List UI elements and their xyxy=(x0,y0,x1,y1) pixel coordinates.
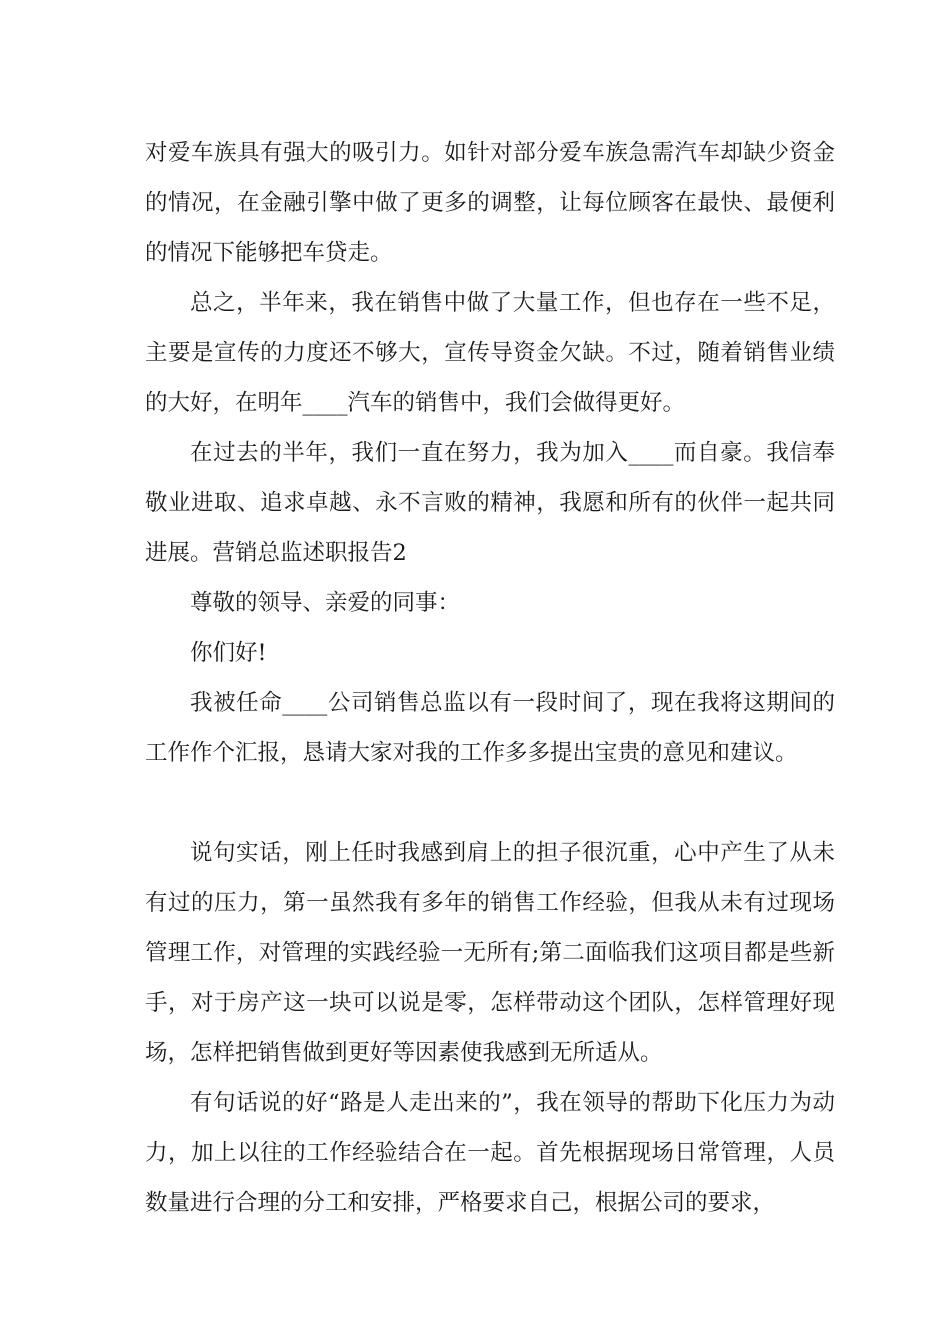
greeting: 你们好! xyxy=(190,640,267,666)
document-body xyxy=(145,128,835,1228)
paragraph-8: 有句话说的好“路是人走出来的”，我在领导的帮助下化压力为动力，加上以往的工作经验结合在一起。首先根据现场日常管理，人员数量进行合理的分工和安排，严格要求自己，根据公司的要求， xyxy=(145,1090,835,1216)
paragraph-6: 我被任命____公司销售总监以有一段时间了，现在我将这期间的工作作个汇报，恳请大家对我的工作多多提出宝贵的意见和建议。 xyxy=(145,690,835,766)
paragraph-2: 总之，半年来，我在销售中做了大量工作，但也存在一些不足，主要是宣传的力度还不够大，宣传导资金欠缺。不过，随着销售业绩的大好，在明年____汽车的销售中，我们会做得更好。 xyxy=(145,290,835,416)
paragraph-3: 在过去的半年，我们一直在努力，我为加入____而自豪。我信奉敬业进取、追求卓越、永不言败的精神，我愿和所有的伙伴一起共同进展。营销总监述职报告2 xyxy=(145,440,835,566)
blank-line xyxy=(145,778,835,828)
paragraph-7: 说句实话，刚上任时我感到肩上的担子很沉重，心中产生了从未有过的压力，第一虽然我有多年的销售工作经验，但我从未有过现场管理工作，对管理的实践经验一无所有;第二面临我们这项目都是些新手，对于房产这一块可以说是零，怎样带动这个团队，怎样管理好现场，怎样把销售做到更好等因素使我感到无所适从。 xyxy=(145,840,835,1066)
salutation: 尊敬的领导、亲爱的同事： xyxy=(190,590,461,616)
paragraph-1: 对爱车族具有强大的吸引力。如针对部分爱车族急需汽车却缺少资金的情况，在金融引擎中做了更多的调整，让每位顾客在最快、最便利的情况下能够把车贷走。 xyxy=(145,140,835,266)
